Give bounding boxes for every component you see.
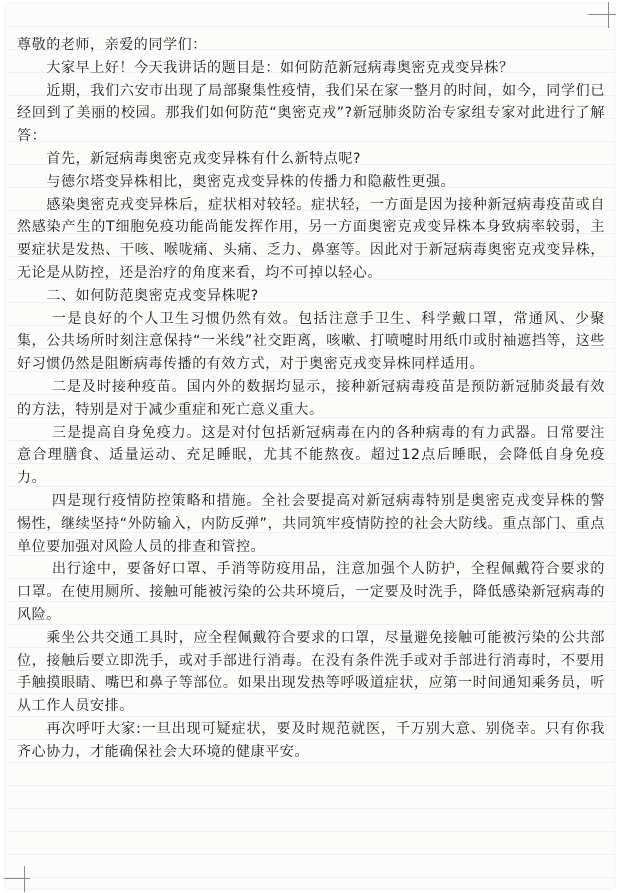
- paragraph-control-measures: 四是现行疫情防控策略和措施。全社会要提高对新冠病毒特别是奥密克戎变异株的警惕性，继续坚持“外防输入，内防反弹”，共同筑牢疫情防控的社会大防线。重点部门、重点单位要加强对风险人员的排查和管控。: [17, 492, 605, 555]
- crop-mark-top-right: [608, 2, 609, 28]
- crop-mark-bottom-left: [24, 866, 25, 892]
- crop-mark-bottom-left: [4, 878, 30, 879]
- paragraph-background: 近期，我们六安市出现了局部聚集性疫情，我们呆在家一整月的时间，如今，同学们已经回到了美丽的校园。那我们如何防范“奥密克戎”?新冠肺炎防治专家组专家对此进行了解答：: [17, 82, 605, 145]
- paragraph-transmissibility: 与德尔塔变异株相比，奥密克戎变异株的传播力和隐蔽性更强。: [46, 173, 456, 190]
- paragraph-travel: 出行途中，要备好口罩、手消等防疫用品，注意加强个人防护，全程佩戴符合要求的口罩。在使用厕所、接触可能被污染的公共环境后，一定要及时洗手，降低感染新冠病毒的风险。: [17, 561, 605, 623]
- paragraph-greeting: 大家早上好！今天我讲话的题目是：如何防范新冠病毒奥密克戎变异株？: [46, 59, 514, 76]
- speech-document: [17, 34, 605, 764]
- crop-mark-top-right: [588, 14, 616, 15]
- paragraph-vaccination: 二是及时接种疫苗。国内外的数据均显示，接种新冠病毒疫苗是预防新冠肺炎最有效的方法，特别是对于减少重症和死亡意义重大。: [17, 378, 605, 418]
- salutation: 尊敬的老师，亲爱的同学们：: [17, 37, 207, 53]
- paragraph-public-transport: 乘坐公共交通工具时，应全程佩戴符合要求的口罩，尽量避免接触可能被污染的公共部位，接触后要立即洗手，或对手部进行消毒。在没有条件洗手或对手部进行消毒时，不要用手触摸眼睛、嘴巴和鼻子等部位。如果出现发热等呼吸道症状，应第一时间通知乘务员，听从工作人员安排。: [17, 629, 605, 715]
- paragraph-immunity: 三是提高自身免疫力。这是对付包括新冠病毒在内的各种病毒的有力武器。日常要注意合理膳食、适量运动、充足睡眠，尤其不能熬夜。超过12点后睡眠，会降低自身免疫力。: [17, 424, 605, 487]
- paragraph-question-features: 首先，新冠病毒奥密克戎变异株有什么新特点呢?: [46, 150, 362, 167]
- section-heading-prevention: 二、如何防范奥密克戎变异株呢?: [46, 287, 259, 304]
- paragraph-hygiene: 一是良好的个人卫生习惯仍然有效。包括注意手卫生、科学戴口罩，常通风、少聚集，公共场所时刻注意保持“一米线”社交距离，咳嗽、打喷嚏时用纸巾或肘袖遮挡等，这些好习惯仍然是阻断病毒传播的有效方式，对于奥密克戎变异株同样适用。: [17, 310, 605, 373]
- paragraph-closing-appeal: 再次呼吁大家:一旦出现可疑症状，要及时规范就医，千万别大意、别侥幸。只有你我齐心协力，才能确保社会大环境的健康平安。: [17, 720, 605, 760]
- paragraph-symptoms: 感染奥密克戎变异株后，症状相对较轻。症状轻，一方面是因为接种新冠病毒疫苗或自然感染产生的T细胞免疫功能尚能发挥作用，另一方面奥密克戎变异株本身致病率较弱，主要症状是发热、干咳、喉咙痛、头痛、乏力、鼻塞等。因此对于新冠病毒奥密克戎变异株，无论是从防控，还是治疗的角度来看，均不可掉以轻心。: [17, 196, 605, 281]
